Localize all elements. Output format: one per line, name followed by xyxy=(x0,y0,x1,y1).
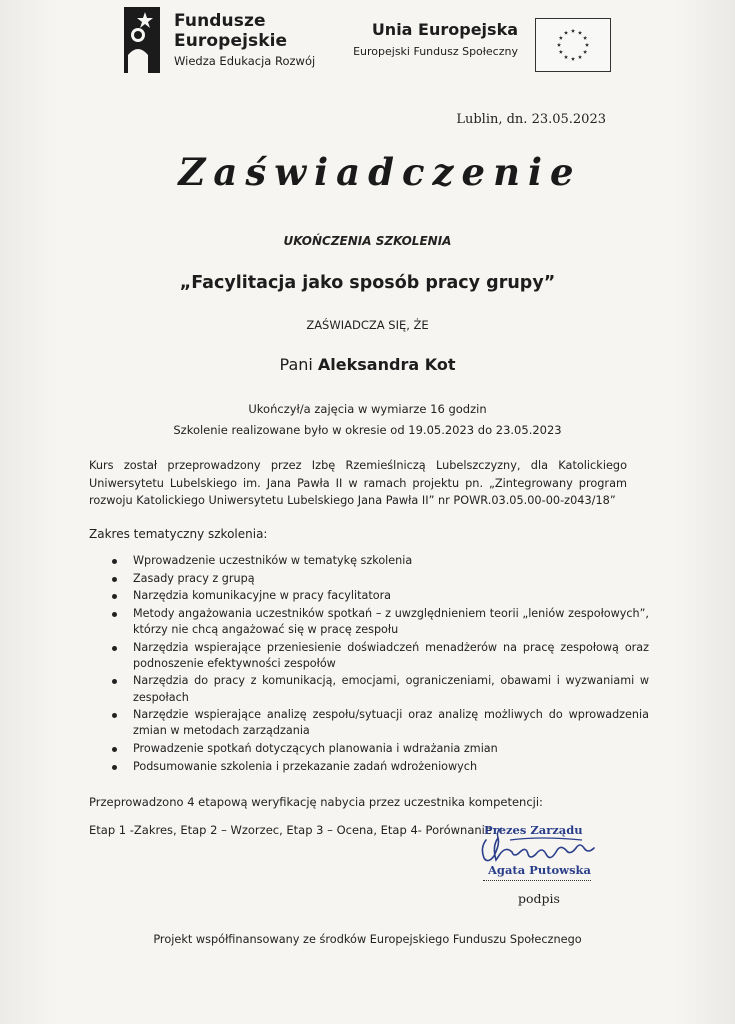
attests-label: ZAŚWIADCZA SIĘ, ŻE xyxy=(306,318,429,332)
eu-star-icon xyxy=(559,36,563,40)
eu-flag-icon xyxy=(535,18,611,72)
eu-logo-text xyxy=(353,20,518,58)
course-name: „Facylitacja jako sposób pracy grupy” xyxy=(179,273,556,293)
fe-logo-text xyxy=(174,13,315,68)
eu-star-icon xyxy=(557,43,561,47)
recipient-prefix: Pani xyxy=(279,355,318,374)
recipient-name: Aleksandra Kot xyxy=(317,355,456,374)
eu-star-icon xyxy=(583,50,587,54)
eu-star-icon xyxy=(578,31,582,35)
scope-heading: Zakres tematyczny szkolenia: xyxy=(89,527,268,541)
eu-logo-subtitle: Europejski Fundusz Społeczny xyxy=(353,45,518,58)
eu-star-icon xyxy=(559,50,563,54)
signature-label: podpis xyxy=(518,891,560,906)
eu-star-icon xyxy=(564,55,568,59)
list-item: Wprowadzenie uczestników w tematykę szkolenia xyxy=(89,553,649,569)
list-item: Narzędzia do pracy z komunikacją, emocjami, ograniczeniami, obawami i wyzwaniami w zespołach xyxy=(89,673,649,705)
list-item: Narzędzia wspierające przeniesienie doświadczeń menadżerów na pracę zespołową oraz podnoszenie efektywności zespołów xyxy=(89,640,649,672)
signature-line xyxy=(483,880,591,881)
certificate-subtitle: UKOŃCZENIA SZKOLENIA xyxy=(283,234,452,248)
eu-star-icon xyxy=(564,31,568,35)
list-item: Podsumowanie szkolenia i przekazanie zadań wdrożeniowych xyxy=(89,759,649,775)
list-item: Zasady pracy z grupą xyxy=(89,571,649,587)
list-item: Narzędzie wspierające analizę zespołu/sytuacji oraz analizę możliwych do wprowadzenia zmian w metodach zarządzania xyxy=(89,707,649,739)
fe-logo-tagline: Wiedza Edukacja Rozwój xyxy=(174,54,316,68)
scope-list xyxy=(89,553,649,776)
stamp-role: Prezes Zarządu xyxy=(484,823,583,837)
stamp-name: Agata Putowska xyxy=(488,863,591,877)
list-item: Metody angażowania uczestników spotkań – z uwzględnieniem teorii „leniów zespołowych”, którzy nie chcą angażować się w pracę zespołu xyxy=(89,606,649,638)
certificate-title: Zaświadczenie xyxy=(178,150,582,194)
eu-logo-title: Unia Europejska xyxy=(371,20,518,39)
verification-text: Przeprowadzono 4 etapową weryfikację nabycia przez uczestnika kompetencji: xyxy=(89,795,543,809)
fe-logo-line2: Europejskie xyxy=(174,31,288,51)
eu-star-icon xyxy=(571,29,575,33)
stages-text: Etap 1 -Zakres, Etap 2 – Wzorzec, Etap 3 – Ocena, Etap 4- Porównanie xyxy=(89,823,492,837)
eu-star-icon xyxy=(571,57,575,61)
course-description: Kurs został przeprowadzony przez Izbę Rzemieślniczą Lubelszczyzny, dla Katolickiego Uniwersytetu Lubelskiego im. Jana Pawła II w ramach projektu pn. „Zintegrowany program rozwoju Katolickiego Uniwersytetu Lubelskiego Jana Pawła II” nr POWR.03.05.00-00-z043/18” xyxy=(89,459,627,508)
footer-note: Projekt współfinansowany ze środków Europejskiego Funduszu Społecznego xyxy=(153,933,582,946)
fe-logo-line1: Fundusze xyxy=(174,11,266,31)
period-line: Szkolenie realizowane było w okresie od 19.05.2023 do 23.05.2023 xyxy=(173,423,562,437)
eu-star-icon xyxy=(583,36,587,40)
eu-star-icon xyxy=(585,43,589,47)
eu-star-icon xyxy=(578,55,582,59)
signature-stamp xyxy=(470,818,610,898)
list-item: Narzędzia komunikacyjne w pracy facylitatora xyxy=(89,588,649,604)
recipient xyxy=(0,355,735,374)
fe-logo-mark-icon xyxy=(124,7,160,73)
list-item: Prowadzenie spotkań dotyczących planowania i wdrażania zmian xyxy=(89,741,649,757)
issue-date: Lublin, dn. 23.05.2023 xyxy=(456,112,606,127)
fundusze-europejskie-logo xyxy=(124,7,334,75)
hours-line: Ukończył/a zajęcia w wymiarze 16 godzin xyxy=(248,402,487,416)
